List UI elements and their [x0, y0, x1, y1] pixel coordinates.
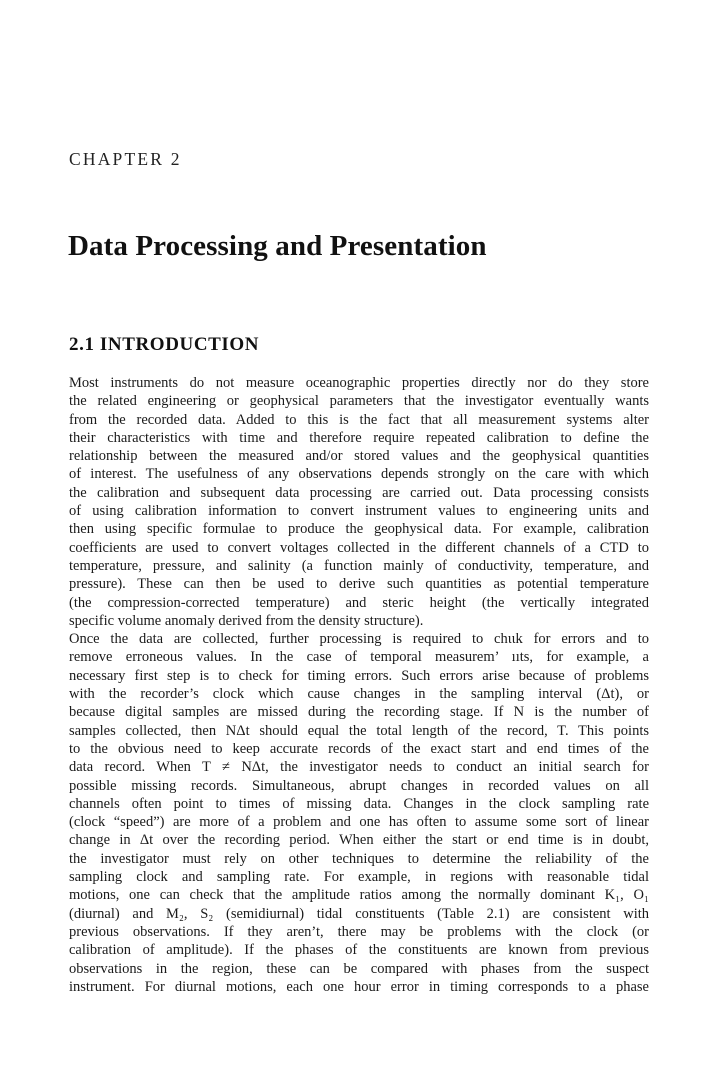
text-line: calibration of amplitude). If the phases of the constituents are known from previous — [69, 942, 649, 959]
text-line: channels often point to times of missing data. Changes in the clock sampling rate — [69, 795, 649, 812]
text-line: (the compression-corrected temperature) and steric height (the vertically integrated — [69, 594, 649, 611]
body-text — [69, 374, 649, 996]
text-line: coefficients are used to convert voltages collected in the different channels of a CTD to — [69, 539, 649, 556]
chapter-title: Data Processing and Presentation — [68, 230, 487, 262]
text-line: temperature, pressure, and salinity (a function mainly of conductivity, temperature, and — [69, 557, 649, 574]
text-line: necessary first step is to check for timing errors. Such errors arise because of problems — [69, 667, 649, 684]
text-line: the calibration and subsequent data processing are carried out. Data processing consists — [69, 484, 649, 501]
text-line: (diurnal) and M₂, S₂ (semidiurnal) tidal constituents (Table 2.1) are consistent with — [69, 905, 649, 922]
text-line: Most instruments do not measure oceanographic properties directly nor do they store — [69, 375, 649, 391]
text-line: samples collected, then NΔt should equal the total length of the record, T. This points — [69, 722, 649, 739]
text-line: to the obvious need to keep accurate records of the exact start and end times of the — [69, 740, 649, 757]
text-line: of using calibration information to convert instrument values to engineering units and — [69, 503, 649, 520]
text-line: with the recorder’s clock which cause changes in the sampling interval (Δt), or — [69, 686, 649, 703]
text-line: Once the data are collected, further processing is required to chɩɩk for errors and to — [69, 631, 649, 648]
text-line: (clock “speed”) are more of a problem and one has often to assume some sort of linear — [69, 814, 649, 831]
text-line: change in Δt over the recording period. When either the start or end time is in doubt, — [69, 832, 649, 849]
text-line: previous observations. If they aren’t, there may be problems with the clock (or — [69, 923, 649, 940]
text-line: possible missing records. Simultaneous, abrupt changes in recorded values on all — [69, 777, 649, 794]
text-line: of interest. The usefulness of any observations depends strongly on the care with which — [69, 466, 649, 483]
text-line: pressure). These can then be used to derive such quantities as potential temperature — [69, 576, 649, 593]
text-line: motions, one can check that the amplitude ratios among the normally dominant K₁, O₁ — [69, 887, 649, 904]
text-line: data record. When T ≠ NΔt, the investigator needs to conduct an initial search for — [69, 759, 649, 776]
text-line: the investigator must rely on other techniques to determine the reliability of the — [69, 850, 649, 867]
text-line: observations in the region, these can be compared with phases from the suspect — [69, 960, 649, 977]
chapter-label: CHAPTER 2 — [69, 149, 182, 169]
text-line: specific volume anomaly derived from the density structure). — [69, 612, 424, 629]
text-line: their characteristics with time and therefore require repeated calibration to define the — [69, 429, 649, 446]
text-line: from the recorded data. Added to this is the fact that all measurement systems alter — [69, 411, 649, 428]
text-line: the related engineering or geophysical parameters that the investigator eventually wants — [69, 393, 649, 410]
text-line: instrument. For diurnal motions, each one hour error in timing corresponds to a phase — [69, 978, 649, 995]
section-heading: 2.1 INTRODUCTION — [69, 334, 260, 355]
text-line: because digital samples are missed during the recording stage. If N is the number of — [69, 704, 649, 721]
text-line: remove erroneous values. In the case of temporal measurem’ ııts, for example, a — [69, 649, 649, 666]
text-line: sampling clock and sampling rate. For example, in regions with reasonable tidal — [69, 869, 649, 886]
text-line: then using specific formulae to produce the geophysical data. For example, calibration — [69, 521, 649, 538]
text-line: relationship between the measured and/or stored values and the geophysical quantities — [69, 448, 649, 465]
